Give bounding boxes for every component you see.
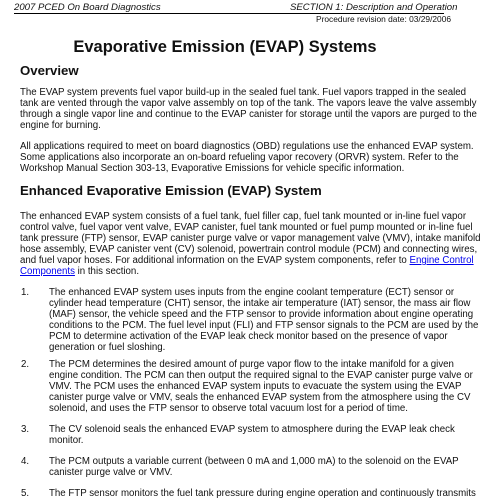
list-item-line: PCM to determine activation of the EVAP leak check monitor based on the presence of vapor [49,331,448,342]
list-item-line: engine condition. The PCM can then output the required signal to the EVAP canister purge valve or [49,370,473,381]
list-item-line: VMV. The PCM uses the enhanced EVAP system inputs to evacuate the system using the EVAP [49,381,462,392]
list-item-line: The CV solenoid seals the enhanced EVAP system to atmosphere during the EVAP leak check [49,424,455,435]
overview-para1-line: tank are vented through the vapor valve assembly on top of the tank. The vapors leave the valve assembly [20,98,477,109]
enhanced-para-line [20,266,139,277]
list-item-line: The PCM outputs a variable current (between 0 mA and 1,000 mA) to the solenoid on the EVAP [49,456,459,467]
header-doc-name: 2007 PCED On Board Diagnostics [14,2,161,13]
overview-para1-line: engine for burning. [20,120,101,131]
list-item-number: 2. [21,359,30,370]
enhanced-para-line: tank pressure (FTP) sensor, EVAP canister purge valve or vapor management valve (VMV), intake manifold [20,233,481,244]
overview-para2-line: All applications required to meet on board diagnostics (OBD) regulations use the enhanced EVAP system. [20,141,474,152]
list-item-number: 1. [21,287,30,298]
heading-overview: Overview [20,63,79,78]
enhanced-para-line: control valve, fuel vapor vent valve, EVAP canister, fuel tank mounted or fuel pump mounted or in-line fuel [20,222,473,233]
list-item-line: The FTP sensor monitors the fuel tank pressure during engine operation and continuously transmits [49,488,476,499]
list-item-line: solenoid, and uses the FTP sensor to observe total vacuum lost for a period of time. [49,403,408,414]
list-item-number: 5. [21,488,30,499]
list-item-line: canister purge valve or VMV, seals the enhanced EVAP system from the atmosphere using the CV [49,392,471,403]
list-item-line: canister purge valve or VMV. [49,467,173,478]
header-section: SECTION 1: Description and Operation [290,2,458,13]
list-item-line: generation or fuel sloshing. [49,342,166,353]
enhanced-para-line [20,255,474,266]
list-item-line: The enhanced EVAP system uses inputs from the engine coolant temperature (ECT) sensor or [49,287,455,298]
engine-control-components-link[interactable]: Engine Control [409,255,474,266]
list-item-number: 3. [21,424,30,435]
overview-para2-line: Some applications also incorporate an on-board refueling vapor recovery (ORVR) system. Refer to the [20,152,459,163]
enhanced-para-text: and fuel vapor hoses. For additional information on the EVAP system components, refer to [20,255,407,266]
overview-para2-line: Workshop Manual Section 303-13, Evaporative Emissions for vehicle specific information. [20,163,405,174]
list-item-line: cylinder head temperature (CHT) sensor, the intake air temperature (IAT) sensor, the mass air flow [49,298,471,309]
list-item-line: (MAF) sensor, the vehicle speed and the FTP sensor to provide information about engine operating [49,309,474,320]
overview-para1-line: The EVAP system prevents fuel vapor build-up in the sealed fuel tank. Fuel vapors trapped in the sealed [20,87,467,98]
engine-control-components-link-cont[interactable]: Components [20,266,75,277]
page-title: Evaporative Emission (EVAP) Systems [73,38,377,56]
heading-enhanced-evap: Enhanced Evaporative Emission (EVAP) System [20,183,322,198]
enhanced-para-tail: in this section. [74,266,140,277]
enhanced-para-line: hose assembly, EVAP canister vent (CV) solenoid, powertrain control module (PCM) and connecting wires, [20,244,478,255]
list-item-number: 4. [21,456,30,467]
list-item-line: monitor. [49,435,84,446]
list-item-line: The PCM determines the desired amount of purge vapor flow to the intake manifold for a given [49,359,454,370]
enhanced-para-line: The enhanced EVAP system consists of a fuel tank, fuel filler cap, fuel tank mounted or in-line fuel vapor [20,211,467,222]
list-item-line: conditions to the PCM. The fuel level input (FLI) and FTP sensor signals to the PCM are used by the [49,320,479,331]
overview-para1-line: through a single vapor line and continue to the EVAP canister for storage until the vapors are purged to the [20,109,477,120]
header-revision-date: Procedure revision date: 03/29/2006 [316,14,452,24]
